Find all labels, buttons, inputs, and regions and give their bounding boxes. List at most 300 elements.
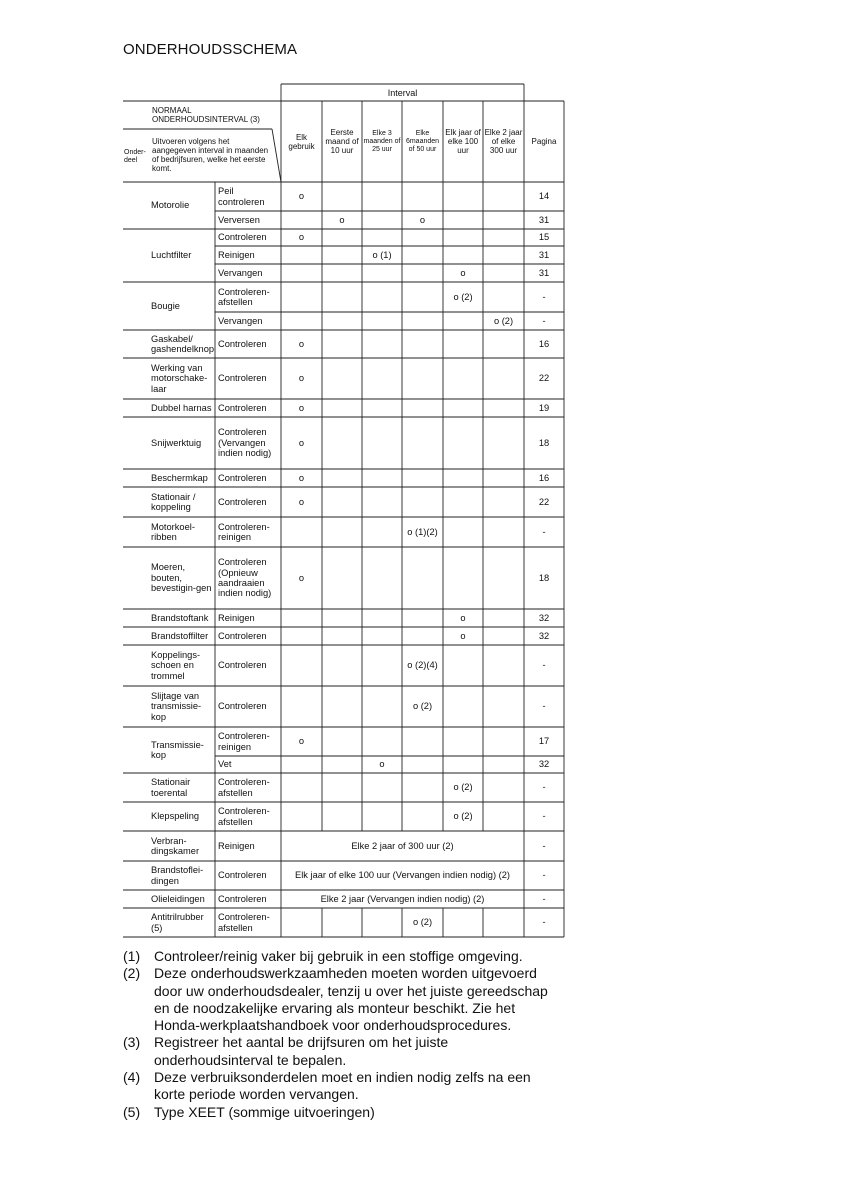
interval-mark-cell	[362, 282, 402, 312]
interval-mark-cell	[322, 246, 362, 264]
interval-mark-cell	[322, 182, 362, 211]
column-header-jaar: Elk jaar of elke 100 uur	[445, 128, 481, 155]
interval-mark: o	[460, 612, 466, 623]
item-name-cell	[151, 627, 213, 645]
interval-mark-cell	[322, 802, 362, 831]
action-name-cell	[218, 487, 280, 517]
interval-mark-cell	[362, 908, 402, 937]
interval-mark-cell	[443, 246, 483, 264]
page-number: 31	[538, 214, 550, 225]
normaal-label-cell	[152, 102, 262, 128]
item-name: Koppelings-schoen en trommel	[151, 649, 201, 681]
action-name: Controleren (Vervangen indien nodig)	[218, 427, 272, 459]
interval-mark-cell	[322, 517, 362, 547]
action-name: Vervangen	[218, 315, 263, 326]
action-name: Controleren (Opnieuw aandraaien indien nodig)	[218, 557, 272, 599]
item-name-cell	[151, 686, 213, 727]
interval-mark: o (2)	[412, 701, 433, 712]
interval-mark-cell	[281, 547, 322, 609]
interval-mark-cell	[322, 547, 362, 609]
interval-mark-cell	[402, 756, 443, 773]
interval-mark-cell	[483, 773, 524, 802]
action-name-cell	[218, 908, 280, 937]
page-number: -	[542, 782, 546, 793]
interval-mark-cell	[443, 399, 483, 417]
interval-mark-cell	[483, 358, 524, 399]
item-name-cell	[151, 831, 213, 861]
interval-mark-cell	[443, 686, 483, 727]
page-number: 14	[538, 191, 550, 202]
item-name: Stationair toerental	[151, 777, 191, 798]
interval-mark-cell	[281, 487, 322, 517]
page-number-cell	[524, 831, 564, 861]
page-number-cell	[524, 547, 564, 609]
interval-mark-cell	[362, 312, 402, 330]
interval-mark-cell	[322, 469, 362, 487]
item-name-cell	[151, 908, 213, 937]
item-name-cell	[151, 282, 213, 330]
item-name-cell	[151, 358, 213, 399]
footnote-number: (3)	[123, 1034, 141, 1051]
onderdeel-label-cell	[124, 143, 149, 171]
interval-span-text-cell	[281, 831, 524, 861]
interval-mark-cell	[281, 417, 322, 469]
interval-mark-cell	[443, 645, 483, 686]
interval-mark-cell	[322, 686, 362, 727]
interval-mark-cell	[443, 908, 483, 937]
page-number: -	[542, 660, 546, 671]
interval-mark-cell	[443, 517, 483, 547]
page-number: 32	[538, 612, 550, 623]
page-number-cell	[524, 417, 564, 469]
interval-mark: o	[298, 402, 305, 413]
interval-mark-cell	[322, 282, 362, 312]
item-name: Antitrilrubber (5)	[151, 912, 204, 933]
interval-mark-cell	[281, 229, 322, 246]
page-number-cell	[524, 246, 564, 264]
interval-mark-cell	[281, 517, 322, 547]
interval-mark-cell	[483, 517, 524, 547]
action-name: Reinigen	[218, 249, 255, 260]
interval-mark-cell	[281, 727, 322, 756]
interval-span-text: Elke 2 jaar of 300 uur (2)	[351, 840, 454, 851]
column-header-pagina-cell	[525, 101, 563, 182]
interval-mark: o	[419, 214, 426, 225]
interval-mark-cell	[322, 229, 362, 246]
action-name: Reinigen	[218, 612, 255, 623]
action-name-cell	[218, 609, 280, 627]
action-name: Controleren	[218, 232, 267, 243]
interval-mark-cell	[281, 469, 322, 487]
page-number-cell	[524, 282, 564, 312]
action-name: Controleren	[218, 496, 267, 507]
item-name: Brandstoffilter	[151, 630, 209, 641]
page-number: 18	[538, 437, 550, 448]
interval-mark-cell	[281, 686, 322, 727]
action-name: Controleren-afstellen	[218, 286, 270, 307]
interval-mark-cell	[362, 773, 402, 802]
interval-mark: o (2)(4)	[407, 660, 438, 671]
action-name: Controleren-reinigen	[218, 521, 270, 542]
interval-mark-cell	[362, 487, 402, 517]
item-name-cell	[151, 182, 213, 229]
footnote-number: (4)	[123, 1069, 141, 1086]
interval-mark-cell	[483, 547, 524, 609]
interval-mark-cell	[483, 246, 524, 264]
interval-mark-cell	[281, 182, 322, 211]
interval-mark: o (2)	[453, 291, 473, 302]
item-name: Stationair / koppeling	[151, 491, 196, 512]
interval-mark-cell	[402, 264, 443, 282]
interval-mark-cell	[362, 686, 402, 727]
action-name: Controleren	[218, 660, 267, 671]
interval-mark-cell	[402, 645, 443, 686]
interval-mark-cell	[322, 627, 362, 645]
interval-mark-cell	[281, 802, 322, 831]
action-name: Reinigen	[218, 840, 255, 851]
item-name-cell	[151, 469, 213, 487]
interval-mark-cell	[402, 358, 443, 399]
interval-mark-cell	[322, 358, 362, 399]
action-name: Vet	[218, 759, 232, 770]
action-name-cell	[218, 246, 280, 264]
item-name-cell	[151, 609, 213, 627]
action-name: Verversen	[218, 214, 260, 225]
interval-mark-cell	[402, 469, 443, 487]
page-number-cell	[524, 469, 564, 487]
interval-mark: o	[298, 736, 305, 747]
item-name-cell	[151, 229, 213, 282]
action-name-cell	[218, 399, 280, 417]
interval-mark-cell	[443, 756, 483, 773]
interval-mark-cell	[443, 627, 483, 645]
item-name-cell	[151, 517, 213, 547]
footnote-number: (1)	[123, 948, 141, 964]
page-number: -	[542, 917, 546, 928]
item-name-cell	[151, 399, 213, 417]
page-number-cell	[524, 358, 564, 399]
interval-mark-cell	[362, 627, 402, 645]
footnote	[123, 1069, 563, 1104]
page-number-cell	[524, 182, 564, 211]
interval-mark-cell	[281, 312, 322, 330]
action-name-cell	[218, 802, 280, 831]
interval-mark-cell	[402, 229, 443, 246]
interval-mark: o (2)	[453, 782, 473, 793]
action-name: Controleren	[218, 630, 267, 641]
page-number-cell	[524, 627, 564, 645]
item-name-cell	[151, 487, 213, 517]
page-number: 31	[538, 267, 550, 278]
interval-mark-cell	[443, 773, 483, 802]
page-number: 18	[538, 572, 550, 583]
interval-mark-cell	[443, 182, 483, 211]
interval-mark-cell	[443, 282, 483, 312]
action-name: Controleren	[218, 373, 267, 384]
item-name: Motorolie	[151, 200, 190, 211]
interval-mark-cell	[443, 802, 483, 831]
interval-mark-cell	[362, 330, 402, 358]
interval-mark-cell	[362, 469, 402, 487]
interval-mark-cell	[443, 358, 483, 399]
interval-mark-cell	[483, 686, 524, 727]
footnotes	[123, 948, 563, 1121]
page-number-cell	[524, 908, 564, 937]
action-name-cell	[218, 330, 280, 358]
column-header-2jaar-cell	[484, 101, 523, 182]
interval-mark: o	[298, 373, 305, 384]
interval-mark-cell	[362, 182, 402, 211]
item-name-cell	[151, 861, 213, 890]
interval-mark-cell	[322, 417, 362, 469]
interval-mark-cell	[362, 756, 402, 773]
column-header-jaar-cell	[444, 101, 482, 182]
onderdeel-label: Onder-deel	[124, 149, 146, 164]
interval-mark-cell	[322, 609, 362, 627]
interval-mark-cell	[281, 282, 322, 312]
interval-mark-cell	[281, 330, 322, 358]
column-header-3m: Elke 3 maanden of 25 uur	[363, 129, 401, 153]
item-name: Luchtfilter	[151, 250, 192, 261]
interval-mark-cell	[483, 727, 524, 756]
footnote-text: Registreer het aantal be drijfsuren om het juiste onderhoudsinterval te bepalen.	[154, 1034, 449, 1068]
interval-mark: o	[298, 191, 305, 202]
interval-mark-cell	[362, 246, 402, 264]
interval-mark-cell	[322, 487, 362, 517]
page-number: 31	[538, 249, 550, 260]
interval-mark-cell	[362, 609, 402, 627]
uitvoeren-label: Uitvoeren volgens het aangegeven interval in maanden of bedrijfsuren, welke het eerste komt.	[152, 137, 269, 173]
item-name-cell	[151, 727, 213, 773]
interval-mark-cell	[322, 211, 362, 229]
interval-mark-cell	[402, 330, 443, 358]
action-name-cell	[218, 182, 280, 211]
interval-mark: o	[298, 496, 305, 507]
interval-mark: o	[298, 338, 305, 349]
page-number-cell	[524, 229, 564, 246]
interval-mark-cell	[483, 627, 524, 645]
interval-mark-cell	[483, 417, 524, 469]
interval-mark-cell	[443, 211, 483, 229]
interval-mark-cell	[322, 908, 362, 937]
item-name-cell	[151, 890, 213, 908]
page-number-cell	[524, 312, 564, 330]
interval-mark-cell	[443, 312, 483, 330]
interval-mark-cell	[483, 330, 524, 358]
interval-mark-cell	[483, 802, 524, 831]
interval-mark-cell	[362, 264, 402, 282]
page-number: 22	[538, 496, 550, 507]
action-name-cell	[218, 756, 280, 773]
interval-mark-cell	[402, 727, 443, 756]
interval-mark-cell	[443, 330, 483, 358]
header-diagonal	[272, 129, 281, 182]
page-number: -	[542, 701, 546, 712]
interval-mark-cell	[483, 609, 524, 627]
action-name-cell	[218, 358, 280, 399]
footnote-text: Type XEET (sommige uitvoeringen)	[154, 1103, 375, 1120]
page-number-cell	[524, 399, 564, 417]
item-name: Motorkoel-ribben	[151, 521, 195, 542]
interval-mark-cell	[402, 399, 443, 417]
interval-mark-cell	[483, 264, 524, 282]
item-name: Brandstoflei-dingen	[151, 865, 204, 886]
interval-mark: o (2)	[493, 315, 514, 326]
action-name-cell	[218, 831, 280, 861]
interval-mark-cell	[281, 399, 322, 417]
normaal-label: NORMAAL ONDERHOUDSINTERVAL (3)	[152, 106, 260, 124]
interval-mark-cell	[362, 229, 402, 246]
interval-mark-cell	[402, 182, 443, 211]
action-name: Controleren	[218, 893, 267, 904]
item-name: Olieleidingen	[151, 893, 205, 904]
interval-mark-cell	[362, 417, 402, 469]
interval-mark-cell	[483, 282, 524, 312]
page-number-cell	[524, 756, 564, 773]
page-number: 15	[538, 232, 550, 243]
interval-mark-cell	[483, 756, 524, 773]
interval-mark-cell	[483, 645, 524, 686]
action-name: Controleren-reinigen	[218, 731, 270, 752]
page-number-cell	[524, 330, 564, 358]
action-name: Controleren	[218, 701, 267, 712]
interval-mark-cell	[281, 246, 322, 264]
page-number-cell	[524, 727, 564, 756]
action-name-cell	[218, 469, 280, 487]
page-number-cell	[524, 890, 564, 908]
page-number-cell	[524, 773, 564, 802]
uitvoeren-label-cell	[152, 130, 272, 180]
interval-mark-cell	[322, 312, 362, 330]
page-number-cell	[524, 487, 564, 517]
action-name-cell	[218, 417, 280, 469]
action-name: Controleren	[218, 870, 267, 881]
interval-mark-cell	[322, 773, 362, 802]
interval-span-text-cell	[281, 861, 524, 890]
interval-span-text: Elke 2 jaar (Vervangen indien nodig) (2)	[320, 893, 485, 904]
interval-mark-cell	[443, 417, 483, 469]
page-number: -	[542, 315, 546, 326]
interval-mark-cell	[322, 264, 362, 282]
interval-mark-cell	[402, 417, 443, 469]
action-name: Controleren	[218, 472, 267, 483]
page-number: 17	[538, 736, 550, 747]
column-header-elk-gebruik: Elk gebruik	[288, 132, 315, 151]
interval-mark-cell	[322, 330, 362, 358]
interval-mark-cell	[443, 609, 483, 627]
page-number: -	[542, 291, 546, 302]
item-name-cell	[151, 417, 213, 469]
action-name-cell	[218, 627, 280, 645]
interval-mark-cell	[443, 264, 483, 282]
interval-mark: o	[339, 214, 345, 225]
interval-mark-cell	[322, 399, 362, 417]
interval-mark-cell	[322, 756, 362, 773]
interval-mark-cell	[443, 727, 483, 756]
page-number-cell	[524, 517, 564, 547]
interval-heading: Interval	[387, 87, 418, 98]
action-name: Controleren	[218, 338, 267, 349]
interval-mark-cell	[402, 609, 443, 627]
interval-mark-cell	[281, 773, 322, 802]
page-number-cell	[524, 609, 564, 627]
page-number: 22	[538, 373, 550, 384]
action-name-cell	[218, 645, 280, 686]
interval-mark: o	[460, 630, 466, 641]
interval-mark-cell	[402, 312, 443, 330]
interval-mark-cell	[483, 312, 524, 330]
page-title: ONDERHOUDSSCHEMA	[123, 41, 298, 58]
column-header-eerste: Eerste maand of 10 uur	[325, 128, 359, 155]
column-header-2jaar: Elke 2 jaar of elke 300 uur	[484, 128, 523, 155]
item-name: Moeren, bouten, bevestigin-gen	[151, 562, 212, 594]
action-name-cell	[218, 773, 280, 802]
item-name: Werking van motorschake-laar	[151, 362, 208, 394]
footnote	[123, 1034, 563, 1069]
page-number: 16	[538, 472, 550, 483]
page-number: 32	[538, 630, 550, 641]
action-name-cell	[218, 547, 280, 609]
interval-mark-cell	[483, 229, 524, 246]
item-name: Klepspeling	[151, 811, 200, 822]
action-name: Controleren-afstellen	[218, 912, 270, 933]
column-header-6m-cell	[403, 101, 442, 182]
interval-mark-cell	[402, 282, 443, 312]
interval-mark-cell	[402, 802, 443, 831]
interval-mark: o	[460, 267, 466, 278]
action-name: Peil controleren	[218, 186, 265, 207]
page-number: -	[542, 893, 546, 904]
action-name: Controleren-afstellen	[218, 806, 270, 827]
interval-mark-cell	[483, 399, 524, 417]
item-name: Transmissie-kop	[151, 739, 204, 760]
interval-mark-cell	[483, 908, 524, 937]
interval-mark-cell	[281, 264, 322, 282]
interval-mark-cell	[443, 487, 483, 517]
interval-span-text-cell	[281, 890, 524, 908]
interval-mark-cell	[281, 645, 322, 686]
item-name-cell	[151, 330, 213, 358]
action-name-cell	[218, 890, 280, 908]
footnote	[123, 948, 563, 965]
interval-mark-cell	[362, 399, 402, 417]
item-name: Beschermkap	[151, 472, 208, 483]
interval-mark-cell	[443, 229, 483, 246]
interval-mark: o	[298, 472, 305, 483]
interval-mark-cell	[483, 469, 524, 487]
interval-mark-cell	[281, 211, 322, 229]
action-name-cell	[218, 861, 280, 890]
page-number: 16	[538, 338, 550, 349]
item-name: Snijwerktuig	[151, 437, 202, 448]
interval-mark-cell	[362, 358, 402, 399]
interval-mark-cell	[362, 517, 402, 547]
interval-mark: o (1)	[372, 249, 392, 260]
action-name-cell	[218, 312, 280, 330]
page-number-cell	[524, 211, 564, 229]
item-name: Bougie	[151, 300, 180, 311]
action-name: Vervangen	[218, 267, 263, 278]
interval-mark-cell	[402, 487, 443, 517]
interval-mark-cell	[322, 727, 362, 756]
page-number: -	[542, 526, 546, 537]
footnote-text: Deze onderhoudswerkzaamheden moeten worden uitgevoerd door uw onderhoudsdealer, tenzij u over het juiste gereedschap en de noodzakelijke ervaring als monteur beschikt. Zie het Honda-werkplaatshandboek voor onderhoudsprocedures.	[154, 965, 548, 1034]
item-name-cell	[151, 773, 213, 802]
action-name-cell	[218, 229, 280, 246]
page-number-cell	[524, 686, 564, 727]
action-name-cell	[218, 727, 280, 756]
interval-mark-cell	[483, 487, 524, 517]
